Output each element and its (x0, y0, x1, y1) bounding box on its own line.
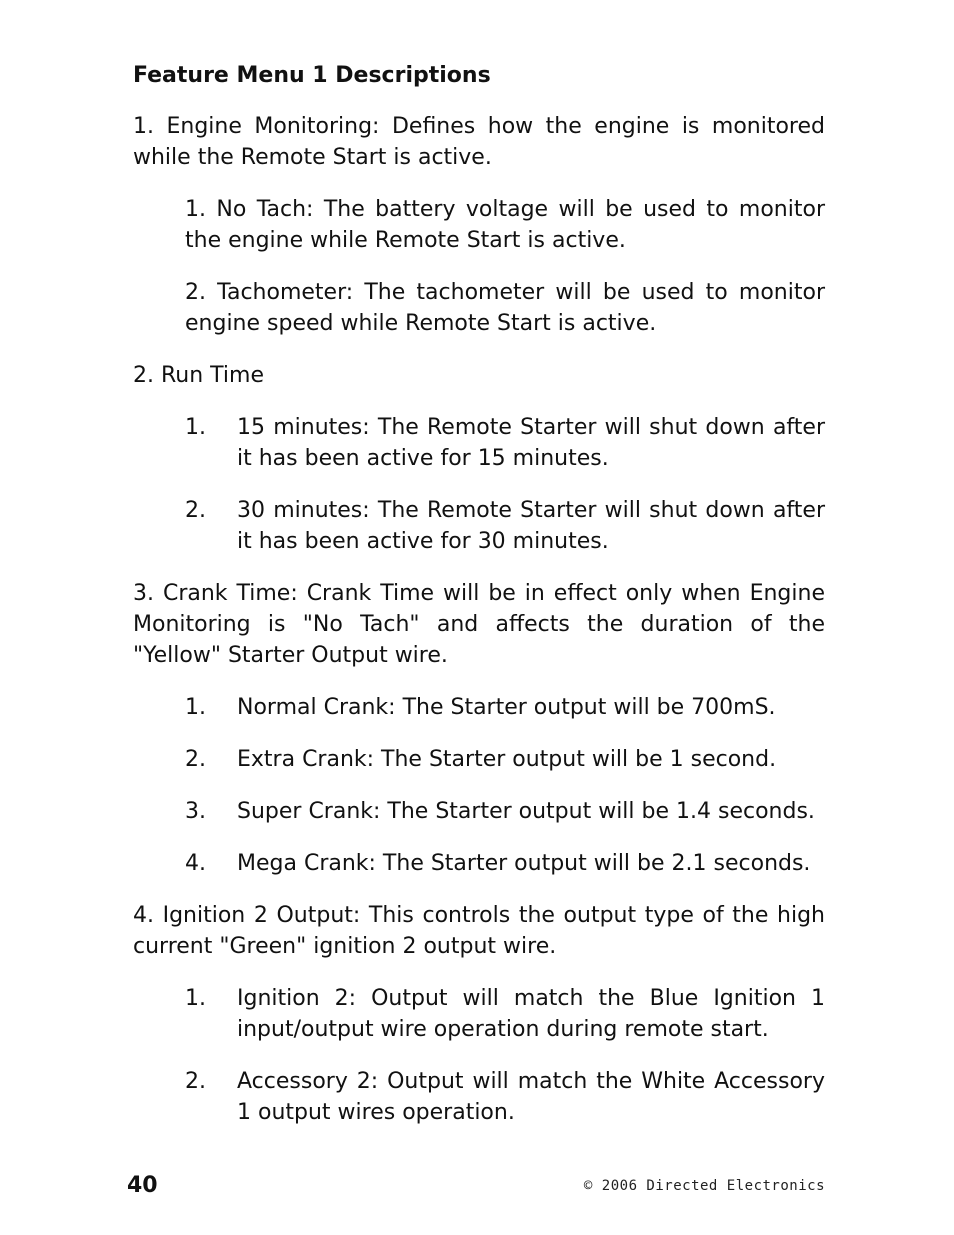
option-30-minutes (185, 495, 825, 557)
section-run-time: 2. Run Time (133, 363, 265, 388)
option-super-crank (185, 796, 825, 827)
page-number: 40 (127, 1173, 158, 1198)
section-ignition-2-output: 4. Ignition 2 Output: This controls the output type of the high current "Green" ignition 2 output wire. (133, 903, 825, 959)
option-accessory-2 (185, 1066, 825, 1128)
option-mega-crank (185, 848, 825, 879)
list-number: 1. (185, 415, 206, 440)
copyright-notice: © 2006 Directed Electronics (583, 1178, 825, 1194)
section-engine-monitoring: 1. Engine Monitoring: Defines how the engine is monitored while the Remote Start is active. (133, 114, 825, 170)
option-normal-crank (185, 692, 825, 723)
list-number: 1. (185, 695, 206, 720)
list-number: 2. (185, 1069, 206, 1094)
list-number: 3. (185, 799, 206, 824)
list-text: Normal Crank: The Starter output will be 700mS. (237, 695, 776, 720)
list-number: 2. (185, 498, 206, 523)
list-text: Accessory 2: Output will match the White Accessory 1 output wires operation. (237, 1069, 825, 1125)
list-text: Mega Crank: The Starter output will be 2.1 seconds. (237, 851, 811, 876)
page-heading: Feature Menu 1 Descriptions (133, 63, 491, 88)
list-text: Extra Crank: The Starter output will be 1 second. (237, 747, 777, 772)
list-text: 30 minutes: The Remote Starter will shut down after it has been active for 30 minutes. (237, 498, 825, 554)
option-15-minutes (185, 412, 825, 474)
option-extra-crank (185, 744, 825, 775)
list-number: 2. (185, 747, 206, 772)
option-ignition-2 (185, 983, 825, 1045)
list-number: 4. (185, 851, 206, 876)
section-crank-time: 3. Crank Time: Crank Time will be in effect only when Engine Monitoring is "No Tach" and affects the duration of the "Yellow" Starter Output wire. (133, 581, 825, 668)
option-tachometer: 2. Tachometer: The tachometer will be used to monitor engine speed while Remote Start is active. (185, 280, 825, 336)
list-text: 15 minutes: The Remote Starter will shut down after it has been active for 15 minutes. (237, 415, 825, 471)
list-number: 1. (185, 986, 206, 1011)
list-text: Ignition 2: Output will match the Blue Ignition 1 input/output wire operation during remote start. (237, 986, 825, 1042)
list-text: Super Crank: The Starter output will be 1.4 seconds. (237, 799, 815, 824)
document-page (133, 60, 825, 1149)
option-no-tach: 1. No Tach: The battery voltage will be used to monitor the engine while Remote Start is active. (185, 197, 825, 253)
